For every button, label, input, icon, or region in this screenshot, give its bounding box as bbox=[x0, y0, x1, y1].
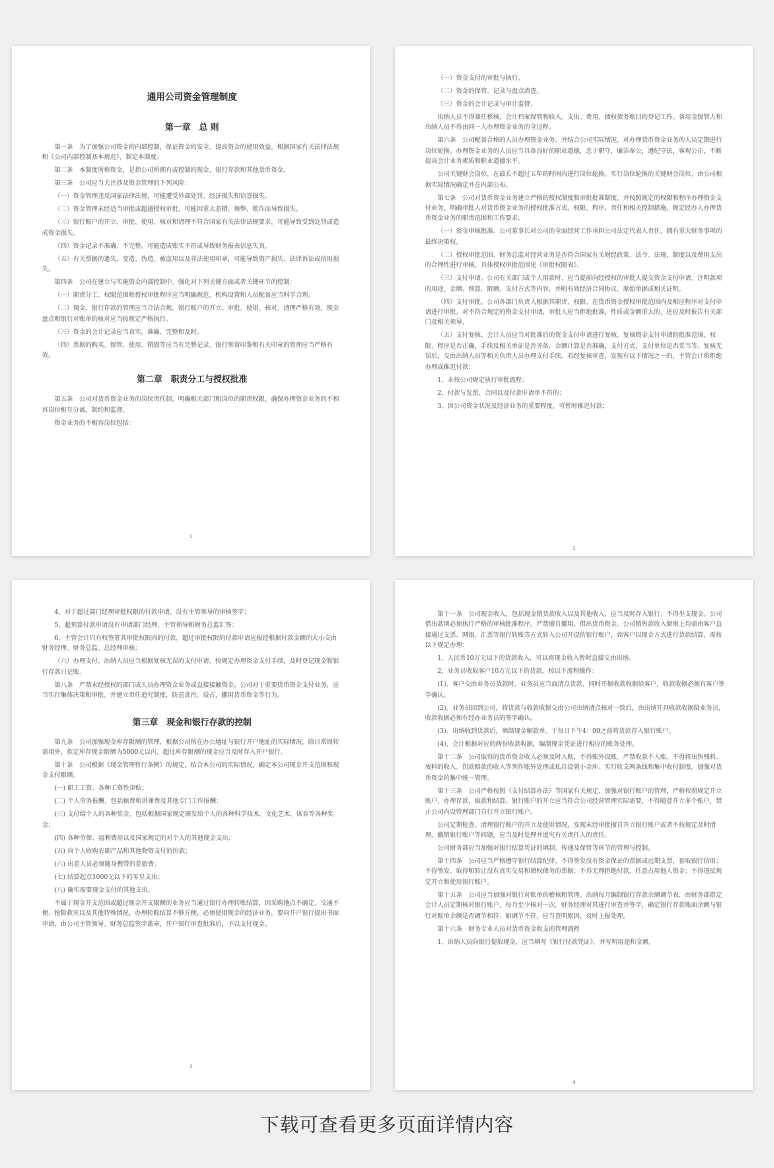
page3-section-a bbox=[42, 608, 342, 702]
paragraph: 6、主管会计只有权签署其审批权限内的付款，超过审批权限的付款申请应报经根据付款金额的大小交由财务经理、财务总监、总经理审核； bbox=[42, 635, 337, 653]
paragraph: 第十一条 公司现金收入，包括现金销货款收入以及其他收入，应当及时存入银行，不得坐支现金。公司借出款项必须执行严格的审核批准程序，严禁擅自挪用、借出货币资金。公司销售款收入原则上均需由客户直接通过支票、网银、汇票等银行转账等方式转入公司开设的银行账户，如客户以现金方式进行货款结算，需按以下规定办理： bbox=[425, 611, 723, 650]
chapter-heading: 第三章 现金和银行存款的控制 bbox=[132, 717, 252, 728]
document-page-4 bbox=[395, 580, 753, 1090]
download-more-link[interactable]: 下载可查看更多页面详情内容 bbox=[260, 1114, 514, 1136]
page-number: 2 bbox=[572, 546, 576, 552]
paragraph: 第十二条 公司取得的货币资金收入必须及时入账，不得账外设账，严禁收款不入账。不得将出售残料、废料的收入、罚款赔款的收入等列作账外处理或私自设置小金库。实行收支两条线和集中收付制度，加强对货币资金的集中统一管理。 bbox=[425, 754, 723, 782]
paragraph: (五) 向个人收购农副产品和其他物资支付的价款； bbox=[54, 847, 192, 855]
paragraph: 4、对于超过部门经理审批权限的付款申请，没有主管领导的审核签字； bbox=[54, 609, 251, 616]
paragraph: 出纳人员不得兼任稽核、会计档案保管和收入、支出、费用、债权债务账目的登记工作。备用金保管人和出纳人员不得由同一人办理资金业务的全过程。 bbox=[425, 114, 723, 132]
page-number: 3 bbox=[189, 1064, 193, 1070]
paragraph: （一）资金支付的审批与执行。 bbox=[437, 75, 525, 82]
paragraph: （四）票据的购买、保管、使用、销毁等应当有完整记录，银行预留印鉴和有关印章的管理应当严格有效。 bbox=[42, 341, 333, 360]
paragraph: 公司定期检查、清理银行账户的开立及使用情况，发现未经审批擅自开立银行账户或者不按规定及时清理、撤销银行账户等问题，应当及时处理并追究有关责任人的责任。 bbox=[425, 821, 716, 840]
paragraph: (四) 各种劳保、福利费用以及国家规定的对个人的其他现金支出； bbox=[54, 834, 235, 842]
chapter-heading: 第一章 总 则 bbox=[165, 123, 219, 133]
paragraph: （三）支付申请。公司有关部门或个人用款时，应当提前向经授权的审批人提交资金支付申请，注明款项的用途、金额、预算、限额、支付方式等内容，并附有效经济合同协议、原始单据或相关证明。 bbox=[425, 275, 723, 293]
paragraph: 第七条 公司对货币资金业务建立严格的授权制度和审批批准制度，并按照规定的权限和程序办理资金支付业务，明确审批人对货币资金业务的授权批准方式、权限、程序、责任和相关控制措施，规定经办人办理货币资金业务的职责范围和工作要求。 bbox=[425, 194, 723, 223]
page1-section-b bbox=[42, 395, 342, 429]
paragraph: （五）支付复核。会计人员应当对批准后的资金支付申请进行复核，复核资金支付申请的批准范围、权限、程序是否正确，手续及相关单证是否齐备，金额计算是否准确，支付方式、支付单位是否妥当等。复核无误后，交由出纳人员等相关负责人员办理支付手续。若经复核审查，发现有以下情况之一的，主管会计将拒绝办理或推迟付款： bbox=[425, 332, 722, 371]
page1-section-a bbox=[42, 143, 342, 361]
paragraph: 第十三条 公司严格按照《支付结算办法》等国家有关规定，加强对银行账户的管理，严格按照规定开立账户，办理存款、取款和结算。银行账户的开立应当符合公司经营管理实际需要，不得随意开立多个账户，禁止公司内设管理部门自行开立银行账户。 bbox=[425, 787, 723, 816]
page4-body bbox=[425, 610, 725, 948]
paragraph: 第十条 公司根据《现金管理暂行条例》的规定，结合本公司的实际情况，确定本公司现金开支范围和现金支付限额。 bbox=[42, 762, 340, 780]
paragraph: 第三条 公司应当关注涉及资金管理的下列风险： bbox=[54, 180, 191, 188]
paragraph: 第二条 本制度所称资金，是指公司所拥有或控制的现金、银行存款和其他货币资金。 bbox=[54, 167, 290, 175]
paragraph: 2、业务员收取客户10万元以下的货款，按以下流程操作： bbox=[437, 668, 598, 676]
paragraph: 1、人民币10万元以下的货款收入，可以将现金收入暂时直接交由出纳。 bbox=[437, 655, 635, 663]
paragraph: (4)、会计根据对应的两份收款收据，编制现金凭证进行相应的账务处理。 bbox=[437, 741, 638, 749]
paragraph: （三）资金的会计记录与审计监督。 bbox=[437, 101, 537, 108]
paragraph: (2)、业务员回到公司，将货款与收款收据交由公司出纳清点核对一致后，由出纳开具收款收据给业务员，收款收据必须有经办业务员的签字确认。 bbox=[425, 704, 725, 723]
paragraph: （二）资金的保管、记录与盘点清查。 bbox=[437, 88, 543, 95]
page-number: 4 bbox=[572, 1080, 576, 1086]
paragraph: 第八条 严禁未经授权的部门或人员办理资金业务或直接接触资金。公司对于重要货币资金支付业务，应当实行集体决策和审批，并建立责任追究制度，防范贪污、侵占、挪用货币资金等行为。 bbox=[42, 681, 340, 700]
paragraph: 公司关键财会岗位，在最长不超过五年的时间内进行岗位轮换。实行岗位轮换的关键财会岗位，由公司根据实际情况确定并在内部公布。 bbox=[425, 171, 723, 189]
paragraph: （三）资金的会计记录应当真实、准确、完整和及时。 bbox=[54, 328, 203, 336]
chapter-heading: 第二章 职责分工与授权批准 bbox=[136, 375, 248, 386]
document-page-3 bbox=[12, 580, 370, 1090]
paragraph: （四）支付审批。公司各部门负责人根据其职责、权限、在货币资金授权审批范围内及相应程序对支付申请进行审批。对不符合规定的资金支付申请，审批人应当拒绝批准，性质或金额重大的，还应及时报告有关部门及相关领导。 bbox=[425, 298, 723, 327]
paragraph: 5、超预算付款申请没有申请部门经理、主管领导和财务总监汇签； bbox=[54, 622, 238, 629]
paragraph: 第十六条 财务专业人员对货币资金收支的管理流程 bbox=[437, 925, 580, 933]
paragraph: 第一条 为了加强公司资金的内部控制，保证资金的安全，提高资金的使用效益，根据国家有关法律法规和《公司内部控制基本规范》，制定本制度。 bbox=[42, 144, 340, 162]
paragraph: （二）授权审批范围。财务总监对经营业务是否符合国家有关财经政策、法令、法规，制度以及费用支出的合理性进行审核。具体授权审批范围见《审批权限表》。 bbox=[425, 251, 723, 270]
document-page-2 bbox=[395, 46, 753, 556]
paragraph: (八) 确实需要现金支付的其他支出。 bbox=[54, 886, 154, 894]
paragraph: 3、因公司资金状况及经济业务的重要程度，可暂时推迟付款； bbox=[437, 402, 609, 410]
paragraph: 不属于现金开支范围或超过现金开支限额的业务应当通过银行办理转账结算，因采购地点不确定、交通不便、抢险救灾以及其他特殊情况，办理转账结算不够方便，必须使用现金的经济业务，要向开户银行提出书面申请，由公司主管领导、财务总监签字盖章，开户银行审查批准后，予以支付现金。 bbox=[42, 899, 340, 928]
paragraph: 资金业务的不相容岗位包括： bbox=[54, 419, 135, 427]
paragraph: 第四条 公司在建立与实施资金内部控制中，强化对下列关键方面或者关键环节的控制： bbox=[54, 279, 296, 287]
paragraph: 2、付款与发票、合同以及付款申请单不符的； bbox=[437, 389, 566, 397]
paragraph: （一）职责分工、权限范围和授权审批程序应当明确规范，机构设置和人员配备应当科学合理。 bbox=[54, 292, 315, 300]
paragraph: （二）资金管理未经适当审批或超越授权审批，可能因重大差错、舞弊、欺诈而导致损失。 bbox=[54, 206, 302, 214]
paragraph: (3)、出纳收到货款后，填制现金解款单，于每日下午4：00之前将货款存入银行账户。 bbox=[437, 728, 675, 736]
paragraph: 第十五条 公司应当加强对银行对账单的稽核和管理。出纳每月编制银行存款余额调节表，由财务部指定会计人员定期核对银行账户，每月至少核对一次，财务经理对其进行审查并签字，确定银行存款账面余额与银行对账单余额是否调节相符。如调节不符，应当查明原因，及时上报处理。 bbox=[425, 891, 723, 920]
paragraph: （四）资金记录不准确、不完整，可能造成账实不符或导致财务报表信息失真。 bbox=[54, 242, 271, 250]
paragraph: (三) 支付给个人的各种奖金，包括根据国家规定颁发给个人的各种科学技术、文化艺术、体育等各种奖金； bbox=[42, 811, 334, 829]
paragraph: （一）资金管理违反国家法律法规，可能遭受外部处罚、经济损失和信誉损失。 bbox=[54, 193, 271, 201]
paragraph: 第九条 公司加强现金库存限额的管理，根据公司所在办公地址与银行开户地址的实际情况，除日常周转需用外，拟定库存现金限额为5000元以内，超过库存限额的现金应当及时存入开户银行。 bbox=[42, 738, 340, 757]
document-page-1 bbox=[12, 46, 370, 556]
paragraph: 1、未按公司规定执行审批流程； bbox=[437, 376, 528, 384]
document-title: 通用公司资金管理制度 bbox=[146, 93, 237, 103]
paragraph: 第十四条 公司应当严格遵守银行结算纪律，不得签发没有资金保证的票据或远期支票，套取银行信用；不得签发、取得和转让没有真实交易和债权债务的票据；不得无理拒绝付款，任意占用他人资金；不得违反规定开立和使用银行账户。 bbox=[425, 858, 723, 886]
paragraph: （一）资金审核批准。公司董事长对公司的全面经营工作承担公司法定代表人责任，拥有重大财务事项的最终决策权。 bbox=[425, 228, 723, 246]
paragraph: (二) 个人劳务报酬，包括稿费和讲课费及其他专门工作报酬； bbox=[54, 798, 223, 806]
paragraph: （二）现金、银行存款的管理应当合法合规，银行账户的开立、审批、使用、核对、清理严格有效，现金盘点和银行对账单的核对应当按规定严格执行。 bbox=[42, 305, 340, 323]
page-number: 1 bbox=[189, 534, 193, 540]
paragraph: 第五条 公司对货币资金业务的岗位责任制，明确相关部门和岗位的职责权限，确保办理资金业务的不相容岗位相互分离、制约和监督。 bbox=[42, 396, 340, 414]
paragraph: （三）银行账户的开立、审批、使用、核对和清理不符合国家有关法律法规要求，可能导致受到处罚或造成资金损失。 bbox=[42, 219, 340, 237]
paragraph: 1、出纳人员向银行提取现金，应当填写《银行付款凭证》，并写明用途和金额， bbox=[437, 938, 655, 946]
paragraph: 公司财务部应当加强对银行结算凭证的填制、传递及保管等环节的管理与控制。 bbox=[437, 845, 654, 853]
page2-body bbox=[425, 74, 725, 412]
paragraph: (1)、客户交由业务员货款时，业务员应当面清点货款，同时开据收款收据给客户，收款收据必须有客户签字确认。 bbox=[425, 681, 725, 699]
paragraph: （五）有关票据的遗失、变造、伪造、被盗用以及非法使用印章，可能导致资产损失、法律诉讼或信用损失。 bbox=[42, 255, 340, 274]
paragraph: (一) 职工工资、各种工资性津贴； bbox=[54, 785, 148, 793]
paragraph: (六) 出差人员必须随身携带的差旅费； bbox=[54, 860, 161, 868]
paragraph: （六）办理支付。出纳人员应当根据复核无误的支付申请，按规定办理资金支付手续，及时登记现金和银行存款日记账。 bbox=[42, 658, 340, 676]
page3-section-b bbox=[42, 738, 342, 930]
paragraph: 第六条 公司配备合格的人员办理资金业务，并结合公司实际情况，对办理货币资金业务的人员定期进行岗位轮换。办理资金业务的人员应当具备良好的职业道德，忠于职守，廉洁奉公，遵纪守法，客观公正，不断提高会计业务素质和职业道德水平。 bbox=[425, 137, 723, 166]
paragraph: (七) 结算起点1000元以下的零星支出； bbox=[54, 873, 164, 881]
